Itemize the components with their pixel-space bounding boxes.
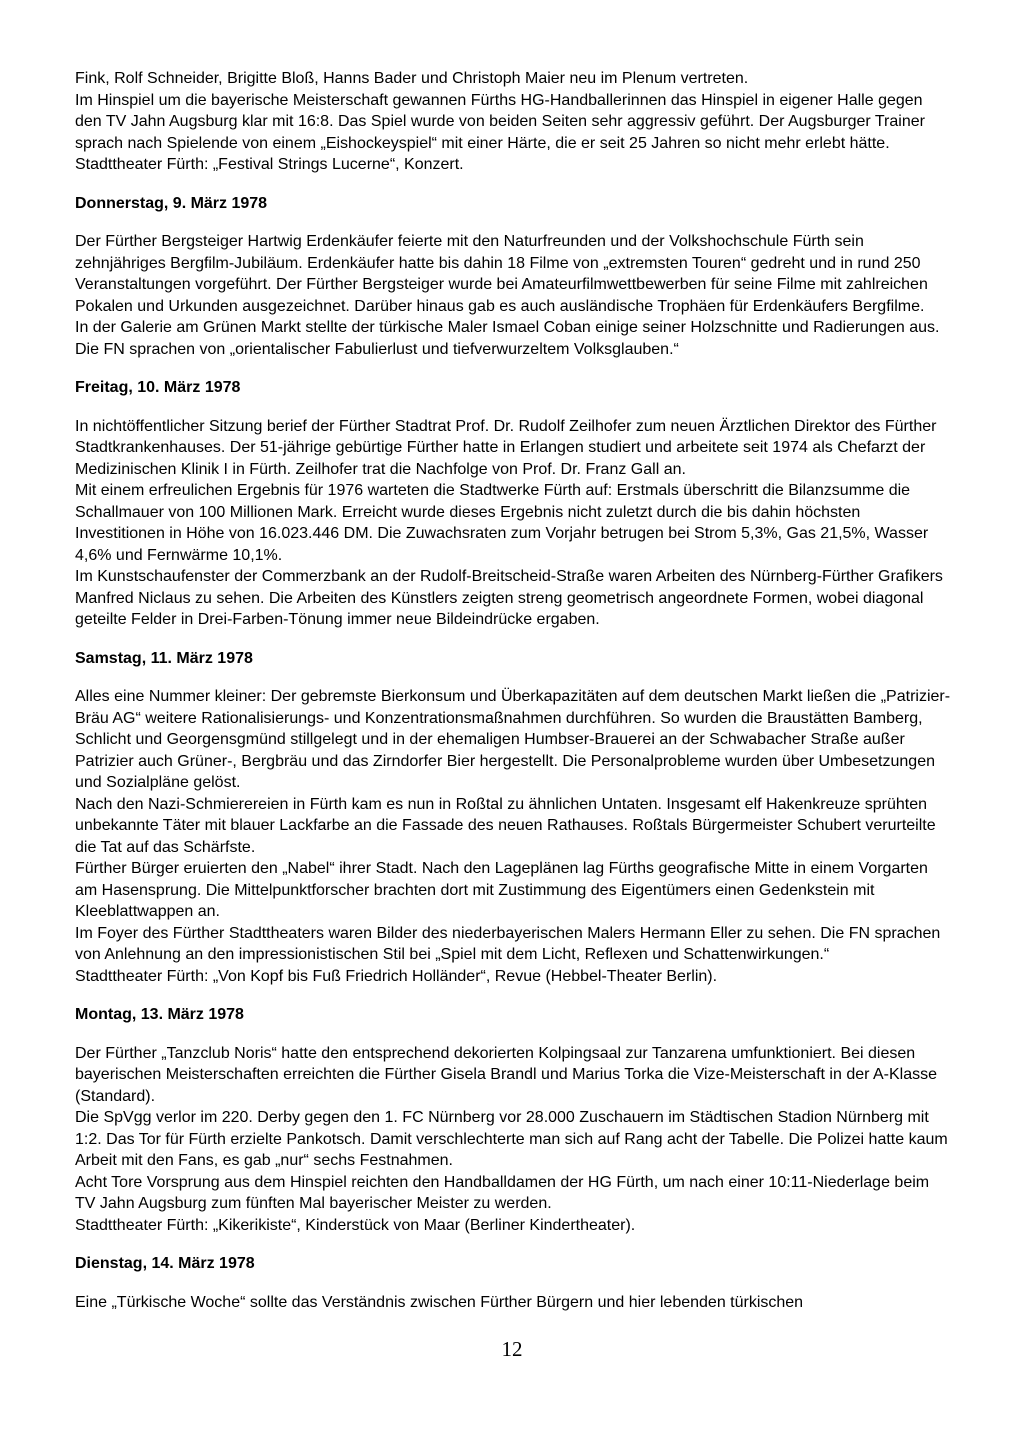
- section-heading: Montag, 13. März 1978: [75, 1006, 244, 1023]
- section-montag-13-maerz-1978: [75, 1004, 951, 1236]
- section-samstag-11-maerz-1978: [75, 648, 951, 988]
- section-heading: Donnerstag, 9. März 1978: [75, 194, 268, 212]
- paragraph: In nichtöffentlicher Sitzung berief der Fürther Stadtrat Prof. Dr. Rudolf Zeilhofer zum neuen Ärztlichen Direktor des Fürther Stadtkrankenhauses. Der 51-jährige gebürtige Fürther hatte in Erlangen studiert und arbeitete seit 1974 als Chefarzt der Medizinischen Klinik I in Fürth. Zeilhofer trat die Nachfolge von Prof. Dr. Franz Gall an.: [75, 417, 937, 478]
- paragraph: Der Fürther Bergsteiger Hartwig Erdenkäufer feierte mit den Naturfreunden und der Volkshochschule Fürth sein zehnjähriges Bergfilm-Jubiläum. Erdenkäufer hatte bis dahin 18 Filme von „extremsten Touren“ gedreht und in rund 250 Veranstaltungen vorgeführt. Der Fürther Bergsteiger wurde bei Amateurfilmwettbewerben für seine Filme mit zahlreichen Pokalen und Urkunden ausgezeichnet. Darüber hinaus gab es auch ausländische Trophäen für Erdenkäufers Bergfilme.: [75, 233, 928, 315]
- section-intro: [75, 68, 951, 176]
- paragraph: Der Fürther „Tanzclub Noris“ hatte den entsprechend dekorierten Kolpingsaal zur Tanzarena umfunktioniert. Bei diesen bayerischen Meisterschaften erreichten die Fürther Gisela Brandl und Marius Torka die Vize-Meisterschaft in der A-Klasse (Standard).: [75, 1044, 938, 1105]
- paragraph: Fink, Rolf Schneider, Brigitte Bloß, Hanns Bader und Christoph Maier neu im Plenum vertreten.: [75, 70, 749, 87]
- page-number: 12: [501, 1337, 523, 1361]
- paragraph: Die SpVgg verlor im 220. Derby gegen den 1. FC Nürnberg vor 28.000 Zuschauern im Städtischen Stadion Nürnberg mit 1:2. Das Tor für Fürth erzielte Pankotsch. Damit verschlechterte man sich auf Rang acht der Tabelle. Die Polizei hatte kaum Arbeit mit den Fans, es gab „nur“ sechs Festnahmen.: [75, 1109, 948, 1169]
- paragraph: Eine „Türkische Woche“ sollte das Verständnis zwischen Fürther Bürgern und hier lebenden türkischen: [75, 1293, 804, 1311]
- section-freitag-10-maerz-1978: [75, 377, 951, 631]
- document-content: [75, 68, 951, 1313]
- section-heading: Dienstag, 14. März 1978: [75, 1255, 255, 1272]
- section-dienstag-14-maerz-1978: [75, 1253, 951, 1313]
- section-heading: Freitag, 10. März 1978: [75, 379, 241, 396]
- section-donnerstag-9-maerz-1978: [75, 193, 951, 361]
- paragraph: Mit einem erfreulichen Ergebnis für 1976 warteten die Stadtwerke Fürth auf: Erstmals überschritt die Bilanzsumme die Schallmauer von 100 Millionen Mark. Erreicht wurde dieses Ergebnis nicht zuletzt durch die bis dahin höchsten Investitionen in Höhe von 16.023.446 DM. Die Zuwachsraten zum Vorjahr betrugen bei Strom 5,3%, Gas 21,5%, Wasser 4,6% und Fernwärme 10,1%.: [75, 482, 929, 564]
- paragraph: Im Kunstschaufenster der Commerzbank an der Rudolf-Breitscheid-Straße waren Arbeiten des Nürnberg-Fürther Grafikers Manfred Niclaus zu sehen. Die Arbeiten des Künstlers zeigten streng geometrisch angeordnete Formen, wobei diagonal geteilte Felder in Drei-Farben-Tönung immer neue Bildeindrücke ergaben.: [75, 568, 943, 628]
- paragraph: Acht Tore Vorsprung aus dem Hinspiel reichten den Handballdamen der HG Fürth, um nach einer 10:11-Niederlage beim TV Jahn Augsburg zum fünften Mal bayerischer Meister zu werden.: [75, 1173, 930, 1212]
- paragraph: Stadttheater Fürth: „Festival Strings Lucerne“, Konzert.: [75, 156, 464, 173]
- paragraph: Fürther Bürger eruierten den „Nabel“ ihrer Stadt. Nach den Lageplänen lag Fürths geografische Mitte in einem Vorgarten am Hasensprung. Die Mittelpunktforscher brachten dort mit Zustimmung des Eigentümers einen Gedenkstein mit Kleeblattwappen an.: [75, 860, 928, 920]
- paragraph: Im Foyer des Fürther Stadttheaters waren Bilder des niederbayerischen Malers Hermann Eller zu sehen. Die FN sprachen von Anlehnung an den impressionistischen Stil bei „Spiel mit dem Licht, Reflexen und Schattenwirkungen.“: [75, 924, 941, 963]
- paragraph: Stadttheater Fürth: „Kikerikiste“, Kinderstück von Maar (Berliner Kindertheater).: [75, 1216, 636, 1234]
- section-heading: Samstag, 11. März 1978: [75, 649, 253, 667]
- paragraph: Nach den Nazi-Schmierereien in Fürth kam es nun in Roßtal zu ähnlichen Untaten. Insgesamt elf Hakenkreuze sprühten unbekannte Täter mit blauer Lackfarbe an die Fassade des neuen Rathauses. Roßtals Bürgermeister Schubert verurteilte die Tat auf das Schärfste.: [75, 795, 936, 856]
- paragraph: Stadttheater Fürth: „Von Kopf bis Fuß Friedrich Holländer“, Revue (Hebbel-Theater Berlin).: [75, 967, 718, 985]
- paragraph: Alles eine Nummer kleiner: Der gebremste Bierkonsum und Überkapazitäten auf dem deutschen Markt ließen die „Patrizier-Bräu AG“ weitere Rationalisierungs- und Konzentrationsmaßnahmen durchführen. So wurden die Braustätten Bamberg, Schlicht und Georgensgmünd stillgelegt und in der ehemaligen Humbser-Brauerei an der Schwabacher Straße außer Patrizier auch Grüner-, Bergbräu und das Zirndorfer Bier hergestellt. Die Personalprobleme wurden über Umbesetzungen und Sozialpläne gelöst.: [75, 688, 951, 791]
- paragraph: Im Hinspiel um die bayerische Meisterschaft gewannen Fürths HG-Handballerinnen das Hinspiel in eigener Halle gegen den TV Jahn Augsburg klar mit 16:8. Das Spiel wurde von beiden Seiten sehr aggressiv geführt. Der Augsburger Trainer sprach nach Spielende von einem „Eishockeyspiel“ mit einer Härte, die er seit 25 Jahren so nicht mehr erlebt hätte.: [75, 91, 925, 152]
- paragraph: In der Galerie am Grünen Markt stellte der türkische Maler Ismael Coban einige seiner Holzschnitte und Radierungen aus. Die FN sprachen von „orientalischer Fabulierlust und tiefverwurzeltem Volksglauben.“: [75, 319, 940, 358]
